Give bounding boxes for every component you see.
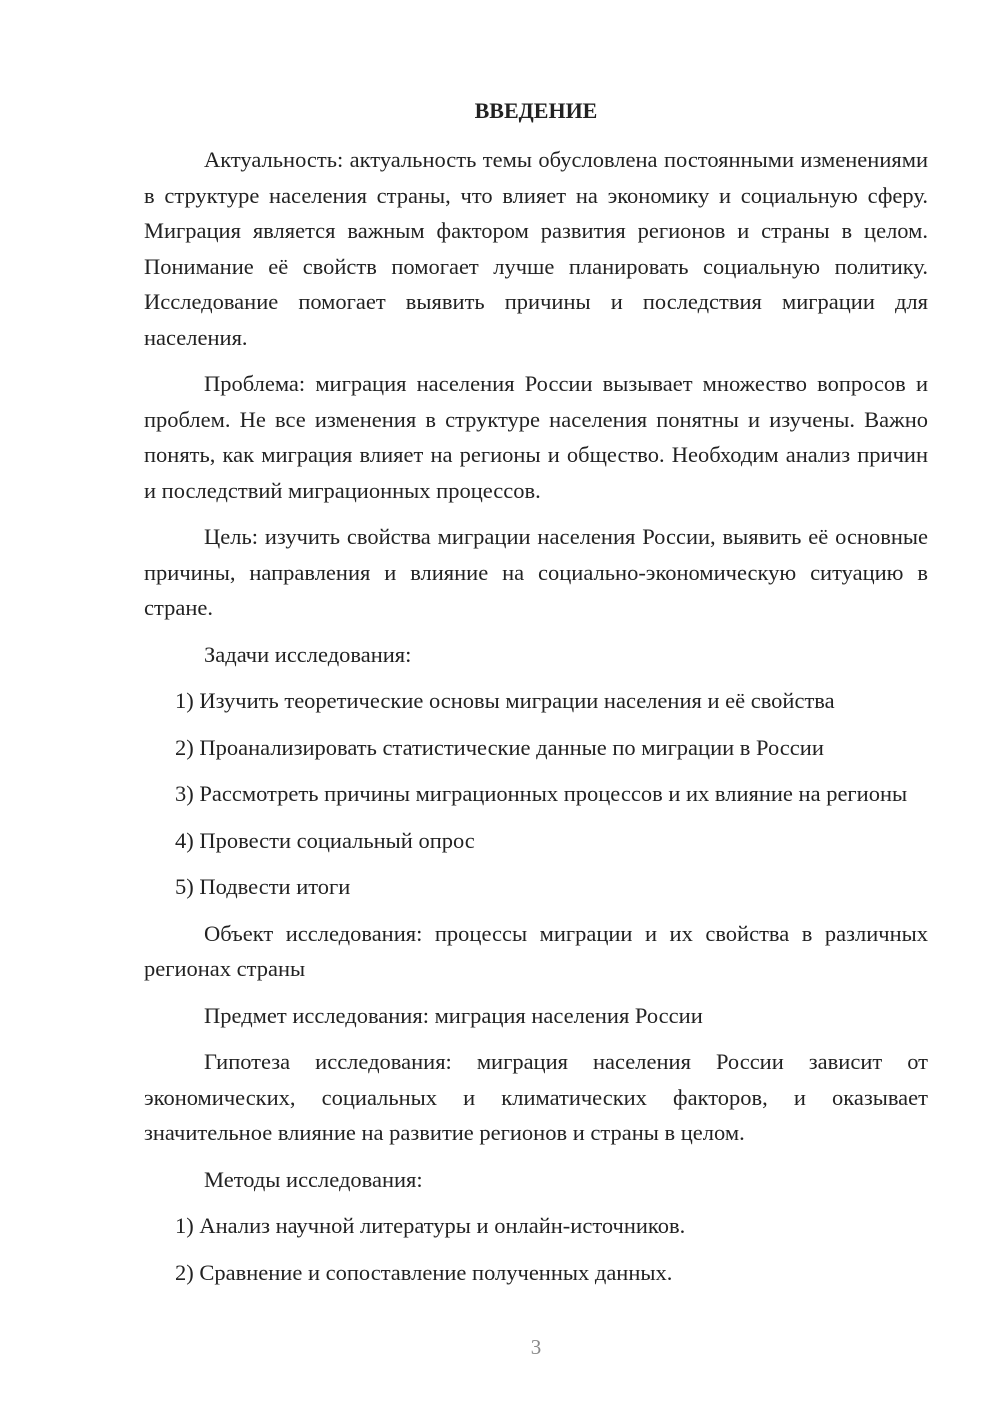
task-item-2: 2) Проанализировать статистические данные по миграции в России	[175, 734, 824, 760]
hypothesis-paragraph: Гипотеза исследования: миграция населения России зависит от экономических, социальных и климатических факторов, и оказывает значительное влияние на развитие регионов и страны в целом.	[144, 1049, 928, 1145]
page-number: 3	[530, 1335, 542, 1359]
methods-heading: Методы исследования:	[204, 1166, 423, 1192]
method-item-1: 1) Анализ научной литературы и онлайн-источников.	[175, 1213, 686, 1238]
goal-paragraph: Цель: изучить свойства миграции населения России, выявить её основные причины, направления и влияние на социально-экономическую ситуацию в стране.	[144, 524, 928, 620]
tasks-heading: Задачи исследования:	[204, 641, 412, 667]
subject-paragraph: Предмет исследования: миграция населения России	[204, 1002, 703, 1028]
task-item-4: 4) Провести социальный опрос	[175, 827, 475, 853]
task-item-3: 3) Рассмотреть причины миграционных процессов и их влияние на регионы	[175, 781, 908, 806]
relevance-paragraph: Актуальность: актуальность темы обусловлена постоянными изменениями в структуре населения страны, что влияет на экономику и социальную сферу. Миграция является важным фактором развития регионов и страны в целом. Понимание её свойств помогает лучше планировать социальную политику. Исследование помогает выявить причины и последствия миграции для населения.	[144, 147, 928, 350]
object-paragraph: Объект исследования: процессы миграции и их свойства в различных регионах страны	[144, 920, 928, 981]
document-body	[144, 142, 928, 1301]
page-title: ВВЕДЕНИЕ	[474, 98, 598, 123]
task-item-5: 5) Подвести итоги	[175, 874, 351, 899]
task-item-1: 1) Изучить теоретические основы миграции населения и её свойства	[175, 688, 835, 713]
method-item-2: 2) Сравнение и сопоставление полученных данных.	[175, 1259, 673, 1285]
problem-paragraph: Проблема: миграция населения России вызывает множество вопросов и проблем. Не все изменения в структуре населения понятны и изучены. Важно понять, как миграция влияет на регионы и общество. Необходим анализ причин и последствий миграционных процессов.	[144, 371, 928, 503]
